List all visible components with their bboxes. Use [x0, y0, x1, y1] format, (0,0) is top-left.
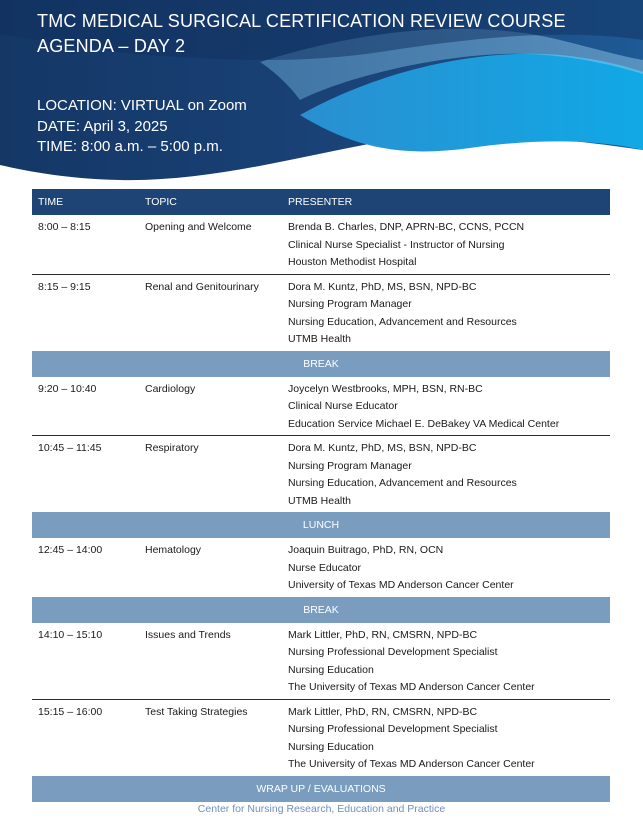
presenter-line: UTMB Health: [288, 494, 352, 507]
session-presenter: [282, 436, 610, 513]
presenter-line: Dora M. Kuntz, PhD, MS, BSN, NPD-BC: [288, 280, 477, 293]
session-topic: Cardiology: [139, 377, 282, 436]
table-row: [32, 377, 610, 436]
time-text: TIME: 8:00 a.m. – 5:00 p.m.: [37, 138, 223, 155]
session-time: 9:20 – 10:40: [32, 377, 139, 436]
title-line-2: AGENDA – DAY 2: [37, 36, 186, 56]
course-title: [37, 9, 566, 59]
table-row: [32, 699, 610, 776]
session-presenter: [282, 538, 610, 597]
presenter-line: University of Texas MD Anderson Cancer Center: [288, 579, 514, 591]
presenter-line: Nursing Education, Advancement and Resources: [288, 315, 517, 328]
header-banner: [0, 0, 643, 185]
presenter-line: Joycelyn Westbrooks, MPH, BSN, RN-BC: [288, 382, 483, 395]
table-header-row: [32, 189, 610, 215]
presenter-line: Dora M. Kuntz, PhD, MS, BSN, NPD-BC: [288, 442, 477, 454]
date-text: DATE: April 3, 2025: [37, 117, 168, 135]
presenter-line: Nursing Professional Development Specialist: [288, 723, 498, 735]
lunch-label: LUNCH: [32, 512, 610, 538]
column-header-time: TIME: [32, 189, 139, 215]
session-topic: Opening and Welcome: [139, 215, 282, 274]
break-label: BREAK: [32, 351, 610, 377]
session-time: 8:00 – 8:15: [32, 215, 139, 274]
agenda-table: [32, 189, 610, 802]
location-text: LOCATION: VIRTUAL on Zoom: [37, 97, 247, 114]
table-row: [32, 623, 610, 700]
session-presenter: [282, 215, 610, 274]
table-row: [32, 215, 610, 274]
session-topic: Test Taking Strategies: [145, 705, 248, 718]
presenter-line: Nursing Education, Advancement and Resources: [288, 477, 517, 489]
title-line-1: TMC MEDICAL SURGICAL CERTIFICATION REVIEW COURSE: [37, 11, 566, 31]
presenter-line: Mark Littler, PhD, RN, CMSRN, NPD-BC: [288, 628, 478, 641]
presenter-line: Clinical Nurse Educator: [288, 400, 398, 412]
break-row: [32, 597, 610, 623]
session-time: 10:45 – 11:45: [38, 442, 102, 454]
presenter-line: Houston Methodist Hospital: [288, 256, 417, 268]
presenter-line: Clinical Nurse Specialist - Instructor of Nursing: [288, 238, 505, 251]
session-presenter: [282, 699, 610, 776]
presenter-line: Nursing Program Manager: [288, 459, 412, 472]
presenter-line: Brenda B. Charles, DNP, APRN-BC, CCNS, PCCN: [288, 221, 525, 233]
presenter-line: Mark Littler, PhD, RN, CMSRN, NPD-BC: [288, 705, 478, 718]
presenter-line: Nursing Education: [288, 740, 374, 753]
table-row: [32, 274, 610, 351]
agenda-body: [32, 215, 610, 802]
session-topic: Issues and Trends: [139, 623, 282, 700]
presenter-line: Nursing Program Manager: [288, 298, 412, 310]
presenter-line: The University of Texas MD Anderson Cancer Center: [288, 681, 535, 693]
presenter-line: Nurse Educator: [288, 561, 361, 574]
session-time: 12:45 – 14:00: [38, 544, 103, 556]
presenter-line: Education Service Michael E. DeBakey VA Medical Center: [288, 417, 560, 430]
session-presenter: [282, 377, 610, 436]
column-header-topic: TOPIC: [139, 189, 282, 215]
presenter-line: Nursing Education: [288, 663, 374, 676]
session-presenter: [282, 274, 610, 351]
session-time: 15:15 – 16:00: [38, 705, 103, 718]
presenter-line: Joaquin Buitrago, PhD, RN, OCN: [288, 544, 444, 556]
session-presenter: [282, 623, 610, 700]
table-row: [32, 538, 610, 597]
footer-text: Center for Nursing Research, Education and Practice: [197, 803, 446, 815]
presenter-line: UTMB Health: [288, 333, 352, 345]
column-header-presenter: PRESENTER: [282, 189, 610, 215]
session-topic: Renal and Genitourinary: [145, 280, 259, 293]
event-info: [37, 96, 247, 158]
lunch-row: [32, 512, 610, 538]
presenter-line: The University of Texas MD Anderson Cancer Center: [288, 758, 535, 770]
session-time: 14:10 – 15:10: [32, 623, 139, 700]
break-label: BREAK: [32, 597, 610, 623]
presenter-line: Nursing Professional Development Specialist: [288, 646, 498, 658]
break-row: [32, 351, 610, 377]
session-topic: Hematology: [145, 544, 202, 556]
session-time: 8:15 – 9:15: [38, 280, 91, 293]
session-topic: Respiratory: [145, 442, 199, 454]
wrap-up-row: [32, 776, 610, 802]
wrap-up-label: WRAP UP / EVALUATIONS: [32, 776, 610, 802]
table-row: [32, 436, 610, 513]
